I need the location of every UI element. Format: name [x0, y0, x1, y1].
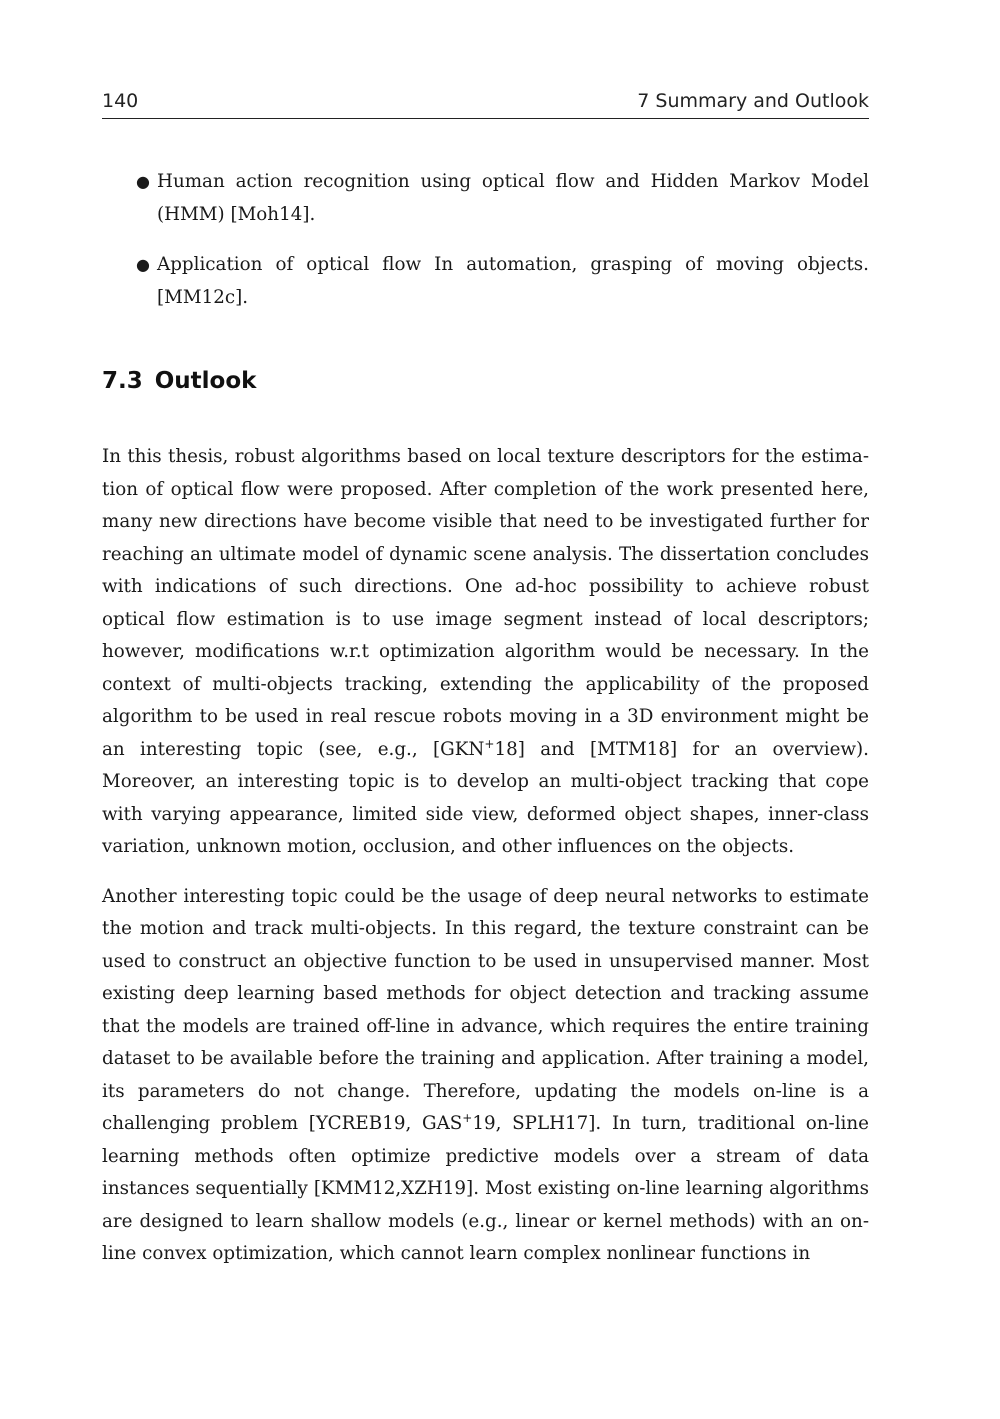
bullet-icon: ● [136, 255, 150, 274]
page-number: 140 [102, 90, 139, 112]
list-item-text: Application of optical flow In automation, grasping of moving objects. [MM12c]. [157, 254, 869, 308]
paragraph [102, 881, 869, 1271]
page [102, 0, 869, 1419]
section-title: Outlook [154, 368, 257, 394]
paragraph-text: 19, SPLH17]. In turn, traditional on-line learning methods often optimize predictive models over a stream of data instances sequentially [KMM12,XZH19]. Most existing on-line learning algorithms are designed to learn shallow models (e.g., linear or kernel methods) with an on-line convex optimization, which cannot learn complex nonlinear functions in [102, 1113, 869, 1264]
page-header [102, 88, 869, 119]
paragraph [102, 441, 869, 864]
list-item [102, 249, 869, 314]
section-heading [102, 368, 256, 394]
superscript: + [462, 1110, 473, 1125]
section-number: 7.3 [102, 368, 143, 394]
body-text [102, 441, 869, 1288]
list-item-text: Human action recognition using optical flow and Hidden Markov Model (HMM) [Moh14]. [157, 171, 869, 225]
running-title: 7 Summary and Outlook [637, 90, 869, 112]
bullet-list [102, 166, 869, 332]
paragraph-text: In this thesis, robust algorithms based on local texture descriptors for the estimation of optical flow were proposed. After completion of the work presented here, many new directions have become visible that need to be investigated further for reaching an ultimate model of dynamic scene analysis. The dissertation concludes with indications of such directions. One ad-hoc possibility to achieve robust optical flow estimation is to use image segment instead of local descriptors; however, modifications w.r.t optimization algorithm would be necessary. In the context of multi-objects tracking, extending the applicability of the proposed algorithm to be used in real rescue robots moving in a 3D environment might be an interesting topic (see, e.g., [GKN [102, 446, 869, 760]
superscript: + [484, 736, 495, 751]
list-item [102, 166, 869, 231]
paragraph-text: Another interesting topic could be the usage of deep neural networks to estimate the motion and track multi-objects. In this regard, the texture constraint can be used to construct an objective function to be used in unsupervised manner. Most existing deep learning based methods for object detection and tracking assume that the models are trained off-line in advance, which requires the entire training dataset to be available before the training and application. After training a model, its parameters do not change. Therefore, updating the models on-line is a challenging problem [YCREB19, GAS [102, 885, 869, 1134]
paragraph-text: 18] and [MTM18] for an overview). Moreover, an interesting topic is to develop an multi-object tracking that cope with varying appearance, limited side view, deformed object shapes, inner-class variation, unknown motion, occlusion, and other influences on the objects. [102, 738, 869, 857]
bullet-icon: ● [136, 172, 150, 191]
